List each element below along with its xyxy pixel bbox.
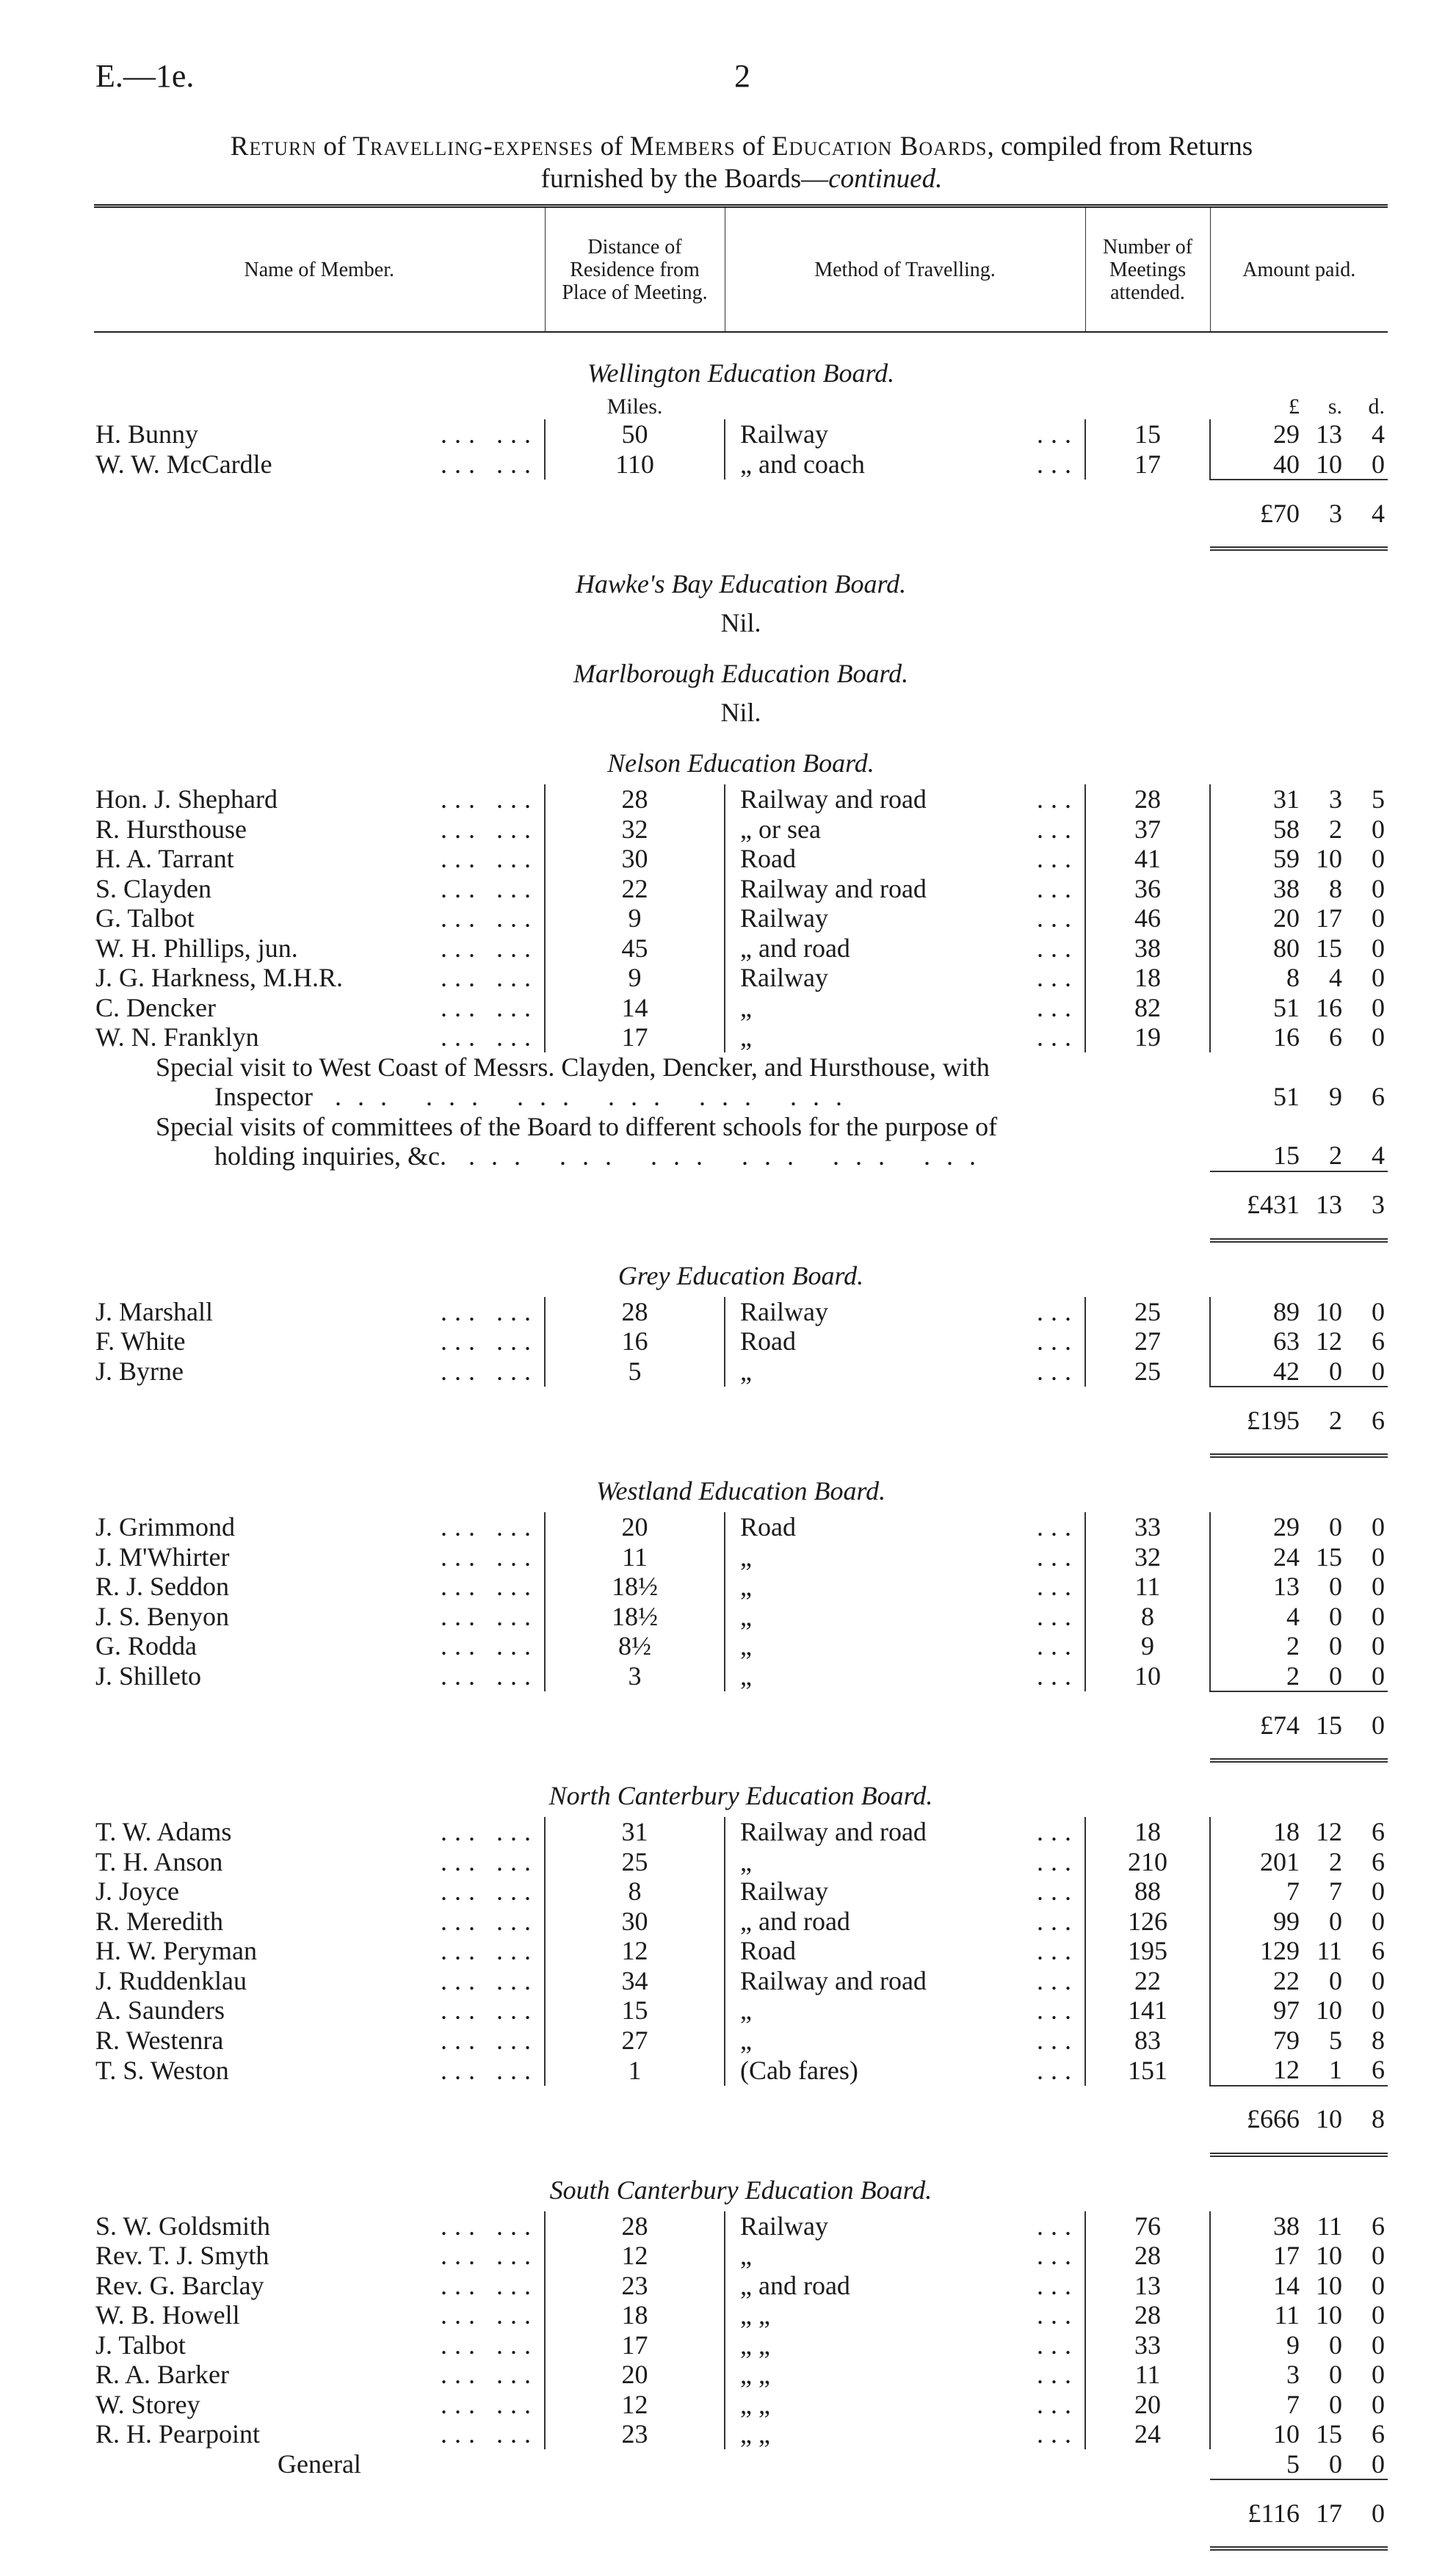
amount-cell: 16 6 0	[1273, 1022, 1385, 1052]
meetings-cell: 20	[1085, 2390, 1210, 2420]
meetings-cell: 210	[1085, 1847, 1210, 1877]
amount-cell: £74 15 0	[1210, 1691, 1388, 1760]
distance-cell: 12	[545, 2390, 725, 2420]
amount-cell: 12 1 6	[1273, 2055, 1385, 2084]
section-heading: North Canterbury Education Board.	[548, 1781, 933, 1810]
member-name-cell: T. S. Weston ... ...	[95, 2055, 538, 2085]
table-row	[94, 449, 1388, 480]
member-name-cell: G. Rodda ... ...	[95, 1631, 538, 1661]
meetings-cell: 22	[1085, 1966, 1210, 1996]
method-cell: „ ...	[725, 1542, 1085, 1572]
amount-cell: 58 2 0	[1273, 814, 1385, 844]
meetings-cell: 37	[1085, 814, 1210, 845]
method-cell: Railway and road ...	[725, 874, 1085, 904]
meetings-cell: 28	[1085, 784, 1210, 814]
document-reference: E.—1e.	[95, 58, 195, 94]
meetings-cell: 28	[1085, 2300, 1210, 2330]
method-cell: „ ...	[725, 1661, 1085, 1692]
table-row	[94, 419, 1388, 449]
method-cell: „ and road ...	[725, 1907, 1085, 1937]
board-total-row	[94, 2086, 1388, 2155]
table-row	[94, 933, 1388, 964]
distance-cell: 18	[545, 2300, 725, 2330]
amount-cell: £666 10 8	[1210, 2086, 1388, 2155]
table-row	[94, 1847, 1388, 1877]
member-name-cell: T. W. Adams ... ...	[95, 1817, 538, 1846]
distance-cell: 50	[545, 419, 725, 449]
distance-cell: 12	[545, 2241, 725, 2271]
nil-entry: Nil.	[720, 608, 761, 637]
method-cell: Railway ...	[725, 1876, 1085, 1907]
table-header-row	[94, 206, 1388, 333]
section-heading: Hawke's Bay Education Board.	[575, 569, 907, 599]
distance-cell: 18½	[545, 1602, 725, 1632]
amount-cell: 51 16 0	[1273, 992, 1385, 1022]
page-number: 2	[734, 58, 750, 94]
table-row	[94, 1512, 1388, 1542]
distance-cell: 34	[545, 1966, 725, 1996]
amount-cell: 99 0 0	[1273, 1906, 1385, 1936]
amount-cell: 38 11 6	[1273, 2211, 1385, 2241]
section-heading: Westland Education Board.	[595, 1476, 886, 1506]
section-heading: Nelson Education Board.	[607, 748, 874, 778]
meetings-cell: 25	[1085, 1297, 1210, 1327]
table-row	[94, 1995, 1388, 2026]
meetings-cell: 9	[1085, 1631, 1210, 1661]
meetings-cell: 27	[1085, 1326, 1210, 1356]
amount-cell: 89 10 0	[1273, 1296, 1385, 1326]
meetings-cell: 11	[1085, 2360, 1210, 2390]
column-header-distance: Distance of Residence from Place of Meeting.	[545, 206, 725, 333]
distance-cell: 3	[545, 1661, 725, 1692]
distance-cell: 9	[545, 963, 725, 993]
section-heading: South Canterbury Education Board.	[549, 2175, 932, 2205]
distance-cell: 12	[545, 1936, 725, 1966]
member-name-cell: A. Saunders ... ...	[95, 1995, 538, 2025]
member-name-cell: H. W. Peryman ... ...	[95, 1936, 538, 1965]
member-name-cell: R. Hursthouse ... ...	[95, 814, 538, 844]
distance-cell: 28	[545, 784, 725, 814]
table-body	[94, 332, 1388, 2548]
distance-cell: 20	[545, 1512, 725, 1542]
method-cell: (Cab fares) ...	[725, 2055, 1085, 2086]
distance-cell: 27	[545, 2026, 725, 2056]
amount-cell: 51 9 6	[1273, 1082, 1385, 1111]
method-cell: „ and coach ...	[725, 449, 1085, 480]
member-name-cell: W. W. McCardle ... ...	[95, 449, 538, 479]
amount-cell: 29 0 0	[1273, 1512, 1385, 1542]
method-cell: „ ...	[725, 1631, 1085, 1661]
method-cell: Road ...	[725, 844, 1085, 874]
distance-cell: 31	[545, 1817, 725, 1847]
member-name-cell: R. A. Barker ... ...	[95, 2360, 538, 2389]
member-name-cell: J. G. Harkness, M.H.R. ... ...	[95, 963, 538, 992]
meetings-cell: 17	[1085, 449, 1210, 480]
table-row	[94, 1907, 1388, 1937]
method-cell: Railway ...	[725, 963, 1085, 993]
member-name-cell: J. M'Whirter ... ...	[95, 1542, 538, 1572]
amount-cell: 3 0 0	[1286, 2360, 1385, 2389]
method-cell: „ ...	[725, 1995, 1085, 2026]
member-name-cell: H. Bunny ... ...	[95, 419, 538, 449]
member-name-cell: G. Talbot ... ...	[95, 903, 538, 933]
table-row	[94, 2419, 1388, 2449]
board-total-row	[94, 1387, 1388, 1456]
amount-cell: £116 17 0	[1210, 2479, 1388, 2548]
meetings-cell: 83	[1085, 2026, 1210, 2056]
meetings-cell: 15	[1085, 419, 1210, 449]
amount-cell: 24 15 0	[1273, 1542, 1385, 1572]
amount-cell: 79 5 8	[1273, 2025, 1385, 2055]
table-row	[94, 2300, 1388, 2330]
page-title: Return of Travelling-expenses of Members of Education Boards, compiled from Returns furnished by the Boards—continued.	[230, 131, 1253, 194]
amount-cell: 15 2 4	[1273, 1141, 1385, 1170]
units-row: Miles. £ s. d.	[606, 394, 1385, 419]
nil-entry: Nil.	[720, 698, 761, 727]
member-name-cell: S. Clayden ... ...	[95, 873, 538, 903]
amount-cell: £431 13 3	[1210, 1171, 1388, 1240]
method-cell: Railway ...	[725, 903, 1085, 933]
method-cell: Road ...	[725, 1326, 1085, 1356]
table-row	[94, 2360, 1388, 2390]
member-name-cell: J. Grimmond ... ...	[95, 1512, 538, 1542]
table-row	[94, 993, 1388, 1023]
method-cell: „ ...	[725, 1847, 1085, 1877]
distance-cell: 5	[545, 1356, 725, 1387]
distance-cell: 30	[545, 1907, 725, 1937]
section-heading: Grey Education Board.	[617, 1260, 864, 1290]
distance-cell: 17	[545, 2330, 725, 2360]
amount-cell: £195 2 6	[1210, 1387, 1388, 1456]
table-row	[94, 903, 1388, 933]
amount-cell: 201 2 6	[1260, 1846, 1385, 1876]
meetings-cell: 19	[1085, 1022, 1210, 1052]
method-cell: Railway and road ...	[725, 1966, 1085, 1996]
meetings-cell: 36	[1085, 874, 1210, 904]
table-row	[94, 1022, 1388, 1052]
distance-cell: 25	[545, 1847, 725, 1877]
table-row	[94, 814, 1388, 845]
amount-cell: 10 15 6	[1273, 2419, 1385, 2449]
meetings-cell: 25	[1085, 1356, 1210, 1387]
meetings-cell: 11	[1085, 1572, 1210, 1602]
table-row	[94, 2330, 1388, 2360]
table-row	[94, 1631, 1388, 1661]
special-visit-row: Special visits of committees of the Board to different schools for the purpose of holding inquiries, &c. ... ... ... ... ... ... 15 2 4	[94, 1112, 1388, 1171]
column-header-amount: Amount paid.	[1210, 206, 1388, 333]
member-name-cell: J. Talbot ... ...	[95, 2330, 538, 2360]
table-row	[94, 2211, 1388, 2241]
member-name-cell: R. J. Seddon ... ...	[95, 1572, 538, 1601]
member-name-cell: J. S. Benyon ... ...	[95, 1601, 538, 1631]
method-cell: „ or sea ...	[725, 814, 1085, 845]
method-cell: „ and road ...	[725, 2271, 1085, 2301]
amount-cell: 14 10 0	[1273, 2270, 1385, 2300]
amount-cell: 97 10 0	[1273, 1995, 1385, 2025]
table-row	[94, 1602, 1388, 1632]
amount-cell: £70 3 4	[1210, 480, 1388, 549]
amount-cell: 2 0 0	[1286, 1661, 1385, 1691]
distance-cell: 23	[545, 2271, 725, 2301]
method-cell: Railway ...	[725, 2211, 1085, 2241]
amount-cell: 18 12 6	[1273, 1817, 1385, 1846]
meetings-cell: 195	[1085, 1936, 1210, 1966]
method-cell: „ and road ...	[725, 933, 1085, 964]
meetings-cell: 88	[1085, 1876, 1210, 1907]
table-row	[94, 2271, 1388, 2301]
amount-cell: 11 10 0	[1274, 2300, 1385, 2330]
board-total-row	[94, 1691, 1388, 1760]
method-cell: „ ...	[725, 1022, 1085, 1052]
amount-cell: 7 0 0	[1286, 2389, 1385, 2419]
meetings-cell: 126	[1085, 1907, 1210, 1937]
member-name-cell: F. White ... ...	[95, 1326, 538, 1356]
table-row	[94, 1542, 1388, 1572]
amount-cell: 7 7 0	[1286, 1876, 1385, 1906]
method-cell: „ ...	[725, 1572, 1085, 1602]
meetings-cell: 151	[1085, 2055, 1210, 2086]
distance-cell: 23	[545, 2419, 725, 2449]
meetings-cell: 38	[1085, 933, 1210, 964]
amount-cell: 42 0 0	[1273, 1356, 1385, 1386]
distance-cell: 28	[545, 1297, 725, 1327]
section-heading: Marlborough Education Board.	[573, 659, 909, 688]
method-cell: „ „ ...	[725, 2330, 1085, 2360]
column-header-method: Method of Travelling.	[725, 206, 1085, 333]
amount-cell: 31 3 5	[1273, 784, 1385, 814]
distance-cell: 15	[545, 1995, 725, 2026]
method-cell: „ „ ...	[725, 2419, 1085, 2449]
meetings-cell: 32	[1085, 1542, 1210, 1572]
board-total-row	[94, 480, 1388, 549]
method-cell: Road ...	[725, 1512, 1085, 1542]
amount-cell: 13 0 0	[1273, 1572, 1385, 1601]
distance-cell: 8½	[545, 1631, 725, 1661]
distance-cell: 11	[545, 1542, 725, 1572]
distance-cell: 110	[545, 449, 725, 480]
method-cell: „ „ ...	[725, 2390, 1085, 2420]
distance-cell: 32	[545, 814, 725, 845]
method-cell: Railway and road ...	[725, 1817, 1085, 1847]
member-name-cell: R. Meredith ... ...	[95, 1906, 538, 1936]
table-row	[94, 844, 1388, 874]
member-name-cell: W. N. Franklyn ... ...	[95, 1022, 538, 1052]
meetings-cell: 41	[1085, 844, 1210, 874]
method-cell: „ ...	[725, 2241, 1085, 2271]
board-total-row	[94, 2479, 1388, 2548]
meetings-cell: 33	[1085, 1512, 1210, 1542]
table-row	[94, 1966, 1388, 1996]
table-row	[94, 1356, 1388, 1387]
method-cell: Road ...	[725, 1936, 1085, 1966]
table-row	[94, 2026, 1388, 2056]
meetings-cell: 33	[1085, 2330, 1210, 2360]
method-cell: „ „ ...	[725, 2360, 1085, 2390]
amount-cell: 80 15 0	[1273, 933, 1385, 963]
amount-cell: 9 0 0	[1286, 2330, 1385, 2360]
meetings-cell: 10	[1085, 1661, 1210, 1692]
meetings-cell: 46	[1085, 903, 1210, 933]
member-name-cell: H. A. Tarrant ... ...	[95, 844, 538, 873]
table-row	[94, 1876, 1388, 1907]
distance-cell: 16	[545, 1326, 725, 1356]
table-row	[94, 874, 1388, 904]
member-name-cell: W. H. Phillips, jun. ... ...	[95, 933, 538, 963]
amount-cell: 63 12 6	[1273, 1326, 1385, 1356]
method-cell: „ ...	[725, 1356, 1085, 1387]
table-row	[94, 784, 1388, 814]
distance-cell: 17	[545, 1022, 725, 1052]
member-name-cell: J. Ruddenklau ... ...	[95, 1965, 538, 1995]
member-name-cell: W. B. Howell ... ...	[95, 2300, 538, 2330]
member-name-cell: R. Westenra ... ...	[95, 2025, 538, 2055]
meetings-cell: 18	[1085, 963, 1210, 993]
meetings-cell: 76	[1085, 2211, 1210, 2241]
table-row	[94, 963, 1388, 993]
amount-cell: 2 0 0	[1286, 1631, 1385, 1661]
meetings-cell: 13	[1085, 2271, 1210, 2301]
amount-cell: 129 11 6	[1260, 1936, 1385, 1965]
amount-cell: 40 10 0	[1273, 449, 1385, 479]
amount-cell: 4 0 0	[1286, 1601, 1385, 1631]
amount-cell: 17 10 0	[1273, 2241, 1385, 2270]
distance-cell: 1	[545, 2055, 725, 2086]
member-name-cell: R. H. Pearpoint ... ...	[95, 2419, 538, 2449]
method-cell: „ ...	[725, 2026, 1085, 2056]
distance-cell: 8	[545, 1876, 725, 1907]
meetings-cell: 141	[1085, 1995, 1210, 2026]
distance-cell: 20	[545, 2360, 725, 2390]
table-row	[94, 1572, 1388, 1602]
amount-cell: 5 0 0	[1286, 2449, 1385, 2479]
distance-cell: 30	[545, 844, 725, 874]
amount-cell: 59 10 0	[1273, 844, 1385, 873]
general-row: General 5 0 0	[94, 2449, 1388, 2480]
member-name-cell: Rev. T. J. Smyth ... ...	[95, 2241, 538, 2270]
table-row	[94, 1326, 1388, 1356]
meetings-cell: 24	[1085, 2419, 1210, 2449]
method-cell: Railway ...	[725, 1297, 1085, 1327]
expenses-table	[94, 204, 1388, 2551]
meetings-cell: 82	[1085, 993, 1210, 1023]
method-cell: „ ...	[725, 1602, 1085, 1632]
member-name-cell: J. Joyce ... ...	[95, 1876, 538, 1906]
member-name-cell: Rev. G. Barclay ... ...	[95, 2270, 538, 2300]
member-name-cell: W. Storey ... ...	[95, 2389, 538, 2419]
meetings-cell: 8	[1085, 1602, 1210, 1632]
table-row	[94, 1817, 1388, 1847]
amount-cell: 29 13 4	[1273, 419, 1385, 449]
table-row	[94, 2241, 1388, 2271]
table-row	[94, 2390, 1388, 2420]
method-cell: „ ...	[725, 993, 1085, 1023]
member-name-cell: C. Dencker ... ...	[95, 992, 538, 1022]
method-cell: Railway and road ...	[725, 784, 1085, 814]
member-name-cell: J. Marshall ... ...	[95, 1296, 538, 1326]
member-name-cell: S. W. Goldsmith ... ...	[95, 2211, 538, 2241]
section-heading: Wellington Education Board.	[587, 358, 895, 388]
amount-cell: 22 0 0	[1273, 1965, 1385, 1995]
amount-cell: 38 8 0	[1273, 873, 1385, 903]
distance-cell: 22	[545, 874, 725, 904]
distance-cell: 14	[545, 993, 725, 1023]
method-cell: Railway ...	[725, 419, 1085, 449]
amount-cell: 8 4 0	[1286, 963, 1385, 992]
method-cell: „ „ ...	[725, 2300, 1085, 2330]
amount-cell: 20 17 0	[1273, 903, 1385, 933]
member-name-cell: J. Shilleto ... ...	[95, 1661, 538, 1691]
meetings-cell: 28	[1085, 2241, 1210, 2271]
member-name-cell: T. H. Anson ... ...	[95, 1846, 538, 1876]
table-row	[94, 1297, 1388, 1327]
board-total-row	[94, 1171, 1388, 1240]
column-header-meetings: Number of Meetings attended.	[1085, 206, 1210, 333]
meetings-cell: 18	[1085, 1817, 1210, 1847]
distance-cell: 9	[545, 903, 725, 933]
column-header-name: Name of Member.	[94, 206, 545, 333]
special-visit-row: Special visit to West Coast of Messrs. Clayden, Dencker, and Hursthouse, with Inspector ... ... ... ... ... ... 51 9 6	[94, 1052, 1388, 1112]
table-row	[94, 1936, 1388, 1966]
distance-cell: 28	[545, 2211, 725, 2241]
table-row	[94, 1661, 1388, 1692]
member-name-cell: J. Byrne ... ...	[95, 1356, 538, 1386]
distance-cell: 45	[545, 933, 725, 964]
member-name-cell: Hon. J. Shephard ... ...	[95, 784, 538, 814]
distance-cell: 18½	[545, 1572, 725, 1602]
table-row	[94, 2055, 1388, 2086]
